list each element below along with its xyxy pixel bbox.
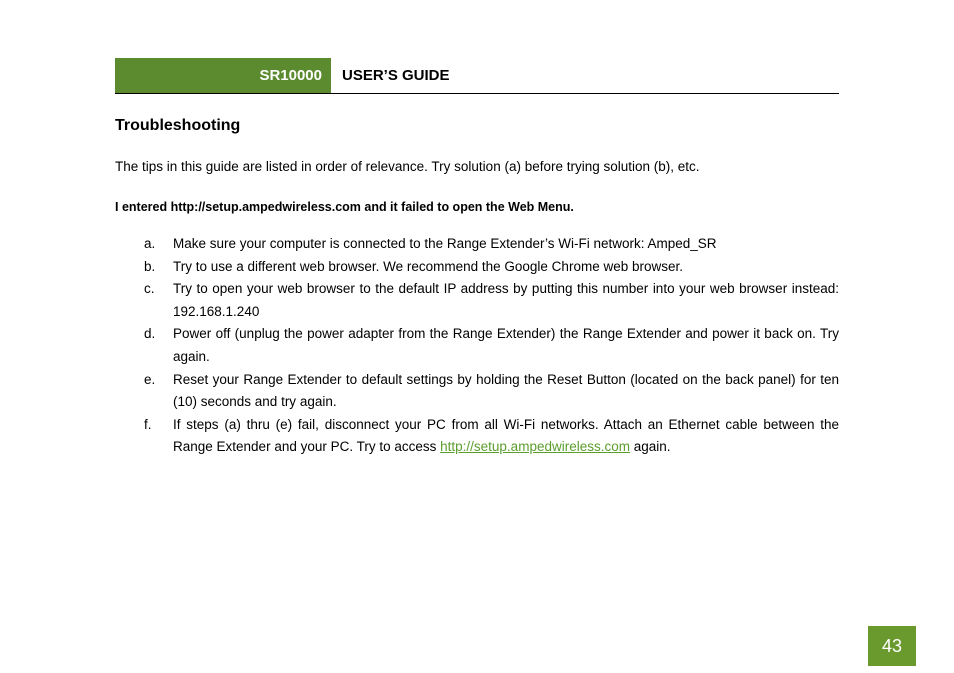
step-text [173, 414, 839, 459]
step-text-before-link: If steps (a) thru (e) fail, disconnect your PC from all Wi-Fi networks. Attach an Ethernet cable between the Range Extender and your PC. Try to access [173, 416, 839, 455]
step-text: Try to open your web browser to the default IP address by putting this number into your web browser instead: 192.168.1.240 [173, 281, 839, 319]
step-letter: e. [144, 371, 156, 387]
step-letter: b. [144, 258, 156, 274]
document-title: USER’S GUIDE [342, 67, 450, 84]
step-letter: f. [144, 416, 152, 432]
intro-paragraph: The tips in this guide are listed in order of relevance. Try solution (a) before trying solution (b), etc. [115, 159, 700, 174]
product-model-label: SR10000 [115, 58, 331, 93]
step-text: Power off (unplug the power adapter from the Range Extender) the Range Extender and power it back on. Try again. [173, 326, 839, 364]
issue-heading: I entered http://setup.ampedwireless.com and it failed to open the Web Menu. [115, 200, 574, 214]
step-a [115, 233, 839, 256]
setup-url-link[interactable]: http://setup.ampedwireless.com [440, 439, 630, 455]
step-letter: a. [144, 236, 156, 251]
step-letter: d. [144, 326, 156, 342]
section-title: Troubleshooting [115, 117, 241, 134]
step-letter: c. [144, 281, 155, 297]
step-d [115, 323, 839, 368]
step-text-after-link: again. [629, 439, 671, 455]
step-text: Make sure your computer is connected to the Range Extender’s Wi-Fi network: Amped_SR [173, 236, 717, 251]
step-b [115, 256, 839, 279]
troubleshooting-steps [115, 233, 839, 459]
step-text: Try to use a different web browser. We recommend the Google Chrome web browser. [173, 258, 683, 274]
step-text: Reset your Range Extender to default settings by holding the Reset Button (located on the back panel) for ten (10) seconds and try again. [173, 371, 839, 410]
step-c [115, 278, 839, 323]
step-e [115, 369, 839, 414]
step-f [115, 414, 839, 459]
page-header [115, 58, 839, 94]
page-number: 43 [868, 626, 916, 666]
